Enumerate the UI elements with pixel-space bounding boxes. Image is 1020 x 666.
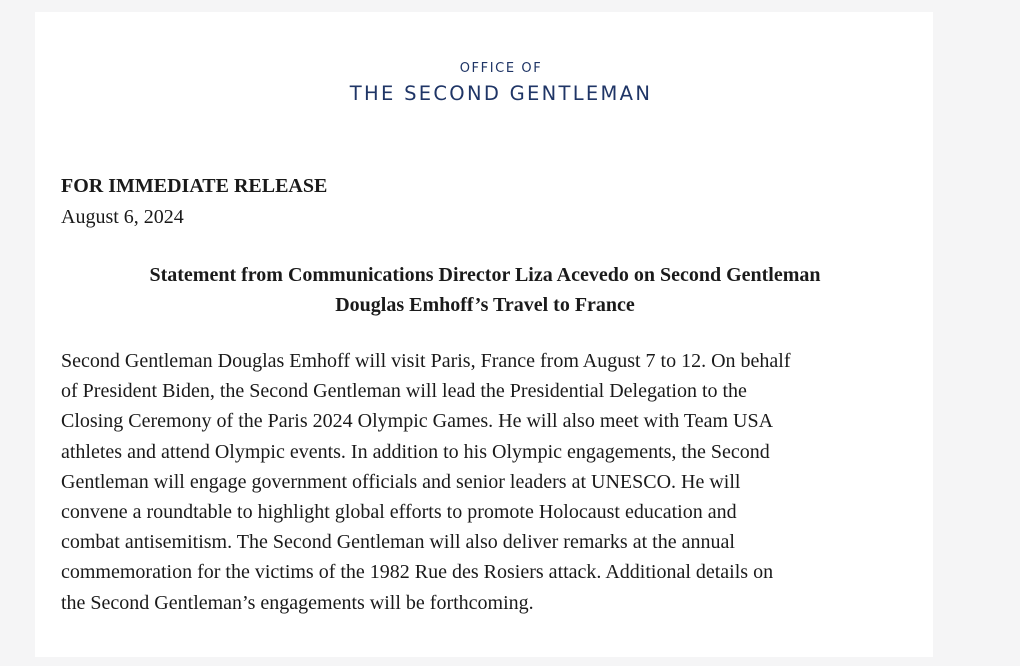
body-line: convene a roundtable to highlight global efforts to promote Holocaust education and (61, 501, 737, 524)
body-line: Second Gentleman Douglas Emhoff will visit Paris, France from August 7 to 12. On behalf (61, 350, 791, 372)
body-line: Closing Ceremony of the Paris 2024 Olympic Games. He will also meet with Team USA (61, 410, 774, 433)
headline-line: Douglas Emhoff’s Travel to France (335, 294, 635, 316)
headline-line: Statement from Communications Director Liza Acevedo on Second Gentleman (149, 264, 821, 286)
body-line: Gentleman will engage government officials and senior leaders at UNESCO. He will (61, 470, 741, 493)
body-line: of President Biden, the Second Gentleman will lead the Presidential Delegation to the (61, 380, 747, 403)
release-date: August 6, 2024 (61, 206, 184, 228)
body-line: commemoration for the victims of the 1982 Rue des Rosiers attack. Additional details on (61, 561, 774, 584)
letterhead-title: THE SECOND GENTLEMAN (349, 82, 653, 105)
body-line: combat antisemitism. The Second Gentleman will also deliver remarks at the annual (61, 531, 735, 554)
body-line: the Second Gentleman’s engagements will be forthcoming. (61, 591, 534, 614)
letterhead-office-of: OFFICE OF (459, 61, 543, 76)
release-label: FOR IMMEDIATE RELEASE (61, 175, 328, 197)
letterhead (35, 60, 933, 107)
press-release-page (35, 12, 933, 657)
body-line: athletes and attend Olympic events. In addition to his Olympic engagements, the Second (61, 440, 770, 463)
statement-headline (61, 260, 909, 320)
statement-body (61, 346, 921, 618)
